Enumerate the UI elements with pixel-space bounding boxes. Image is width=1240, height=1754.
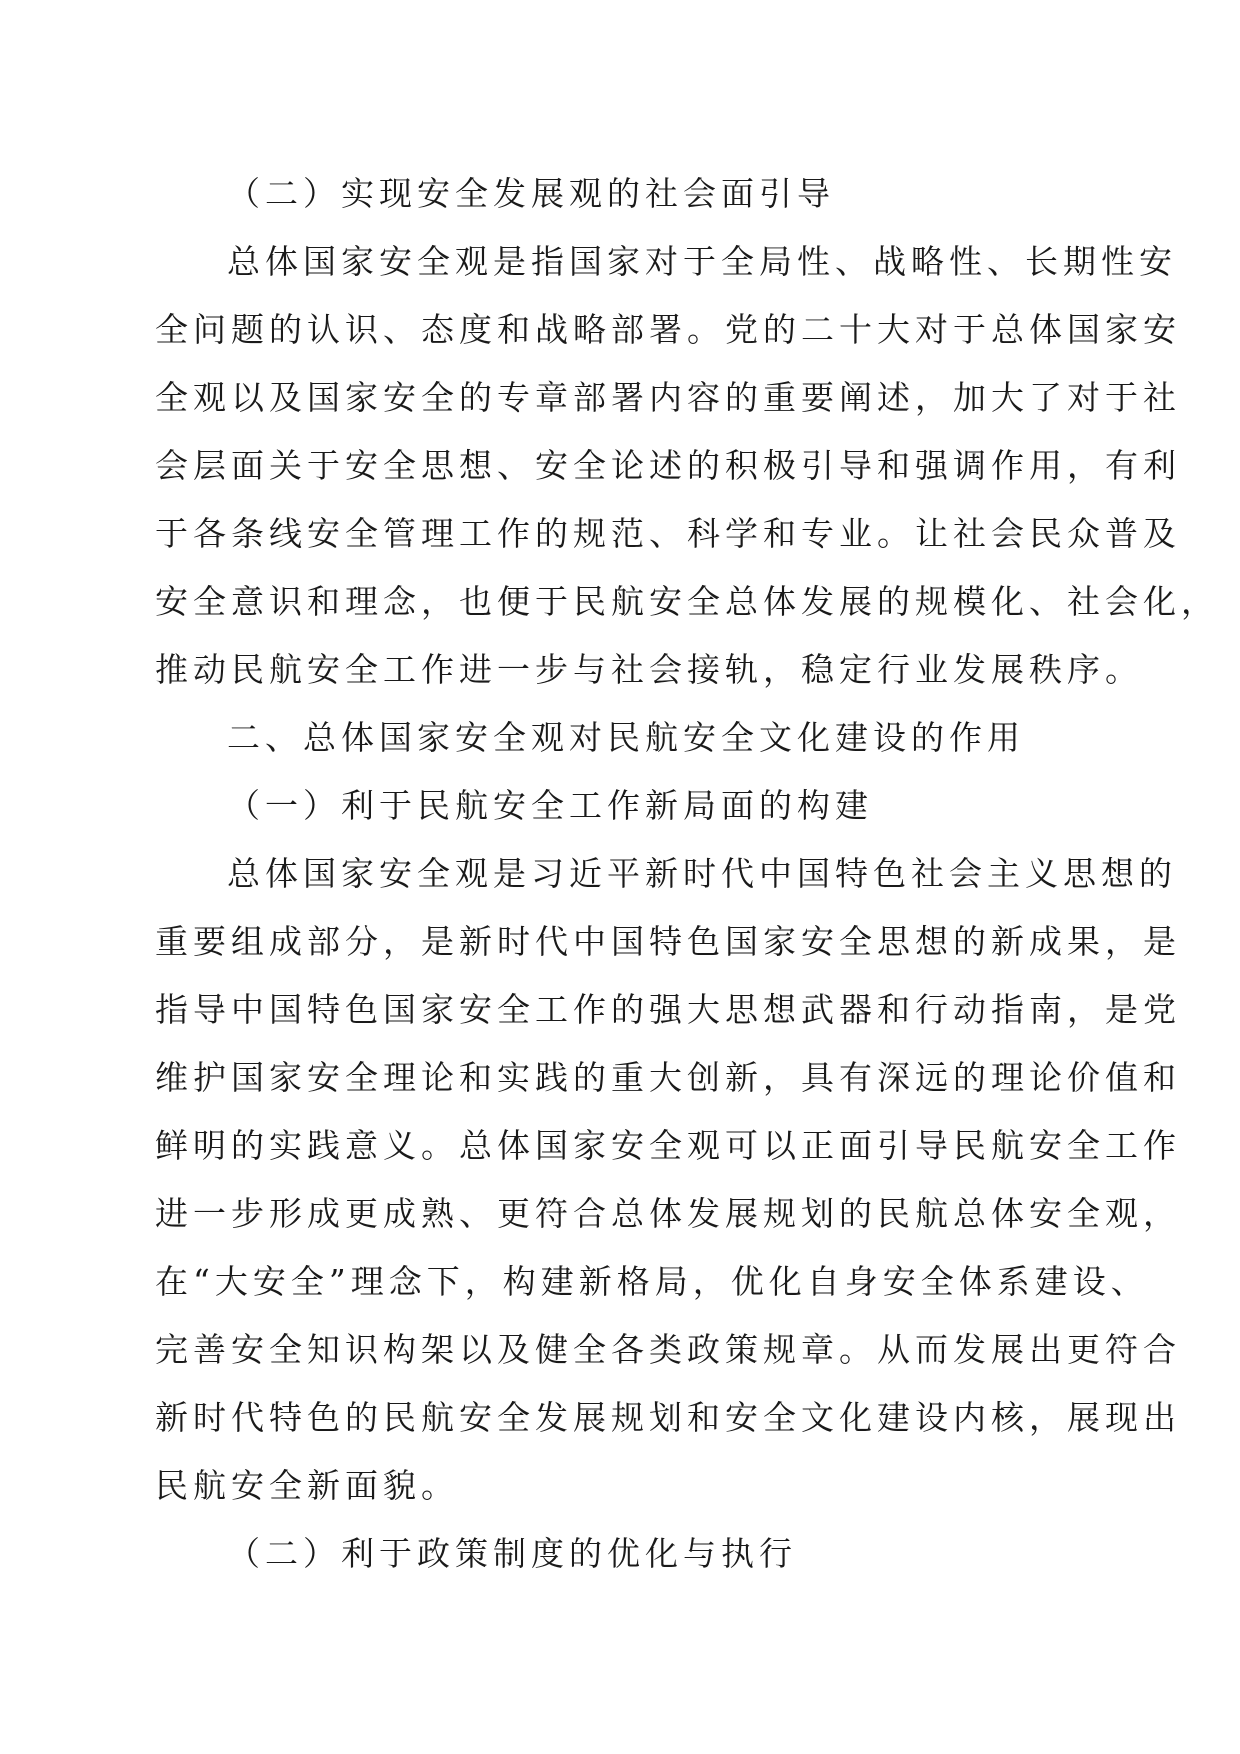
paragraph-line: 完善安全知识构架以及健全各类政策规章。从而发展出更符合 — [155, 1330, 1181, 1369]
paragraph-line: 民航安全新面貌。 — [155, 1466, 459, 1505]
subheading-policy: （二）利于政策制度的优化与执行 — [227, 1534, 797, 1573]
paragraph-line: 推动民航安全工作进一步与社会接轨，稳定行业发展秩序。 — [155, 650, 1143, 689]
paragraph-line: 全观以及国家安全的专章部署内容的重要阐述，加大了对于社 — [155, 378, 1181, 417]
paragraph-line: 会层面关于安全思想、安全论述的积极引导和强调作用，有利 — [155, 446, 1181, 485]
subheading-new-situation: （一）利于民航安全工作新局面的构建 — [227, 786, 873, 825]
subheading-social-guidance: （二）实现安全发展观的社会面引导 — [227, 174, 835, 213]
paragraph-line: 在“大安全”理念下，构建新格局，优化自身安全体系建设、 — [155, 1262, 1149, 1301]
paragraph-line: 维护国家安全理论和实践的重大创新，具有深远的理论价值和 — [155, 1058, 1181, 1097]
section-heading-two: 二、总体国家安全观对民航安全文化建设的作用 — [227, 718, 1025, 757]
paragraph-line: 重要组成部分，是新时代中国特色国家安全思想的新成果，是 — [155, 922, 1181, 961]
paragraph-line: 新时代特色的民航安全发展规划和安全文化建设内核，展现出 — [155, 1398, 1181, 1437]
paragraph-line: 鲜明的实践意义。总体国家安全观可以正面引导民航安全工作 — [155, 1126, 1181, 1165]
paragraph-line: 全问题的认识、态度和战略部署。党的二十大对于总体国家安 — [155, 310, 1181, 349]
paragraph-line: 指导中国特色国家安全工作的强大思想武器和行动指南，是党 — [155, 990, 1181, 1029]
paragraph-line: 进一步形成更成熟、更符合总体发展规划的民航总体安全观， — [155, 1194, 1181, 1233]
paragraph-line: 总体国家安全观是指国家对于全局性、战略性、长期性安 — [227, 242, 1177, 281]
paragraph-line: 于各条线安全管理工作的规范、科学和专业。让社会民众普及 — [155, 514, 1181, 553]
paragraph-line: 安全意识和理念，也便于民航安全总体发展的规模化、社会化， — [155, 582, 1219, 621]
paragraph-line: 总体国家安全观是习近平新时代中国特色社会主义思想的 — [227, 854, 1177, 893]
